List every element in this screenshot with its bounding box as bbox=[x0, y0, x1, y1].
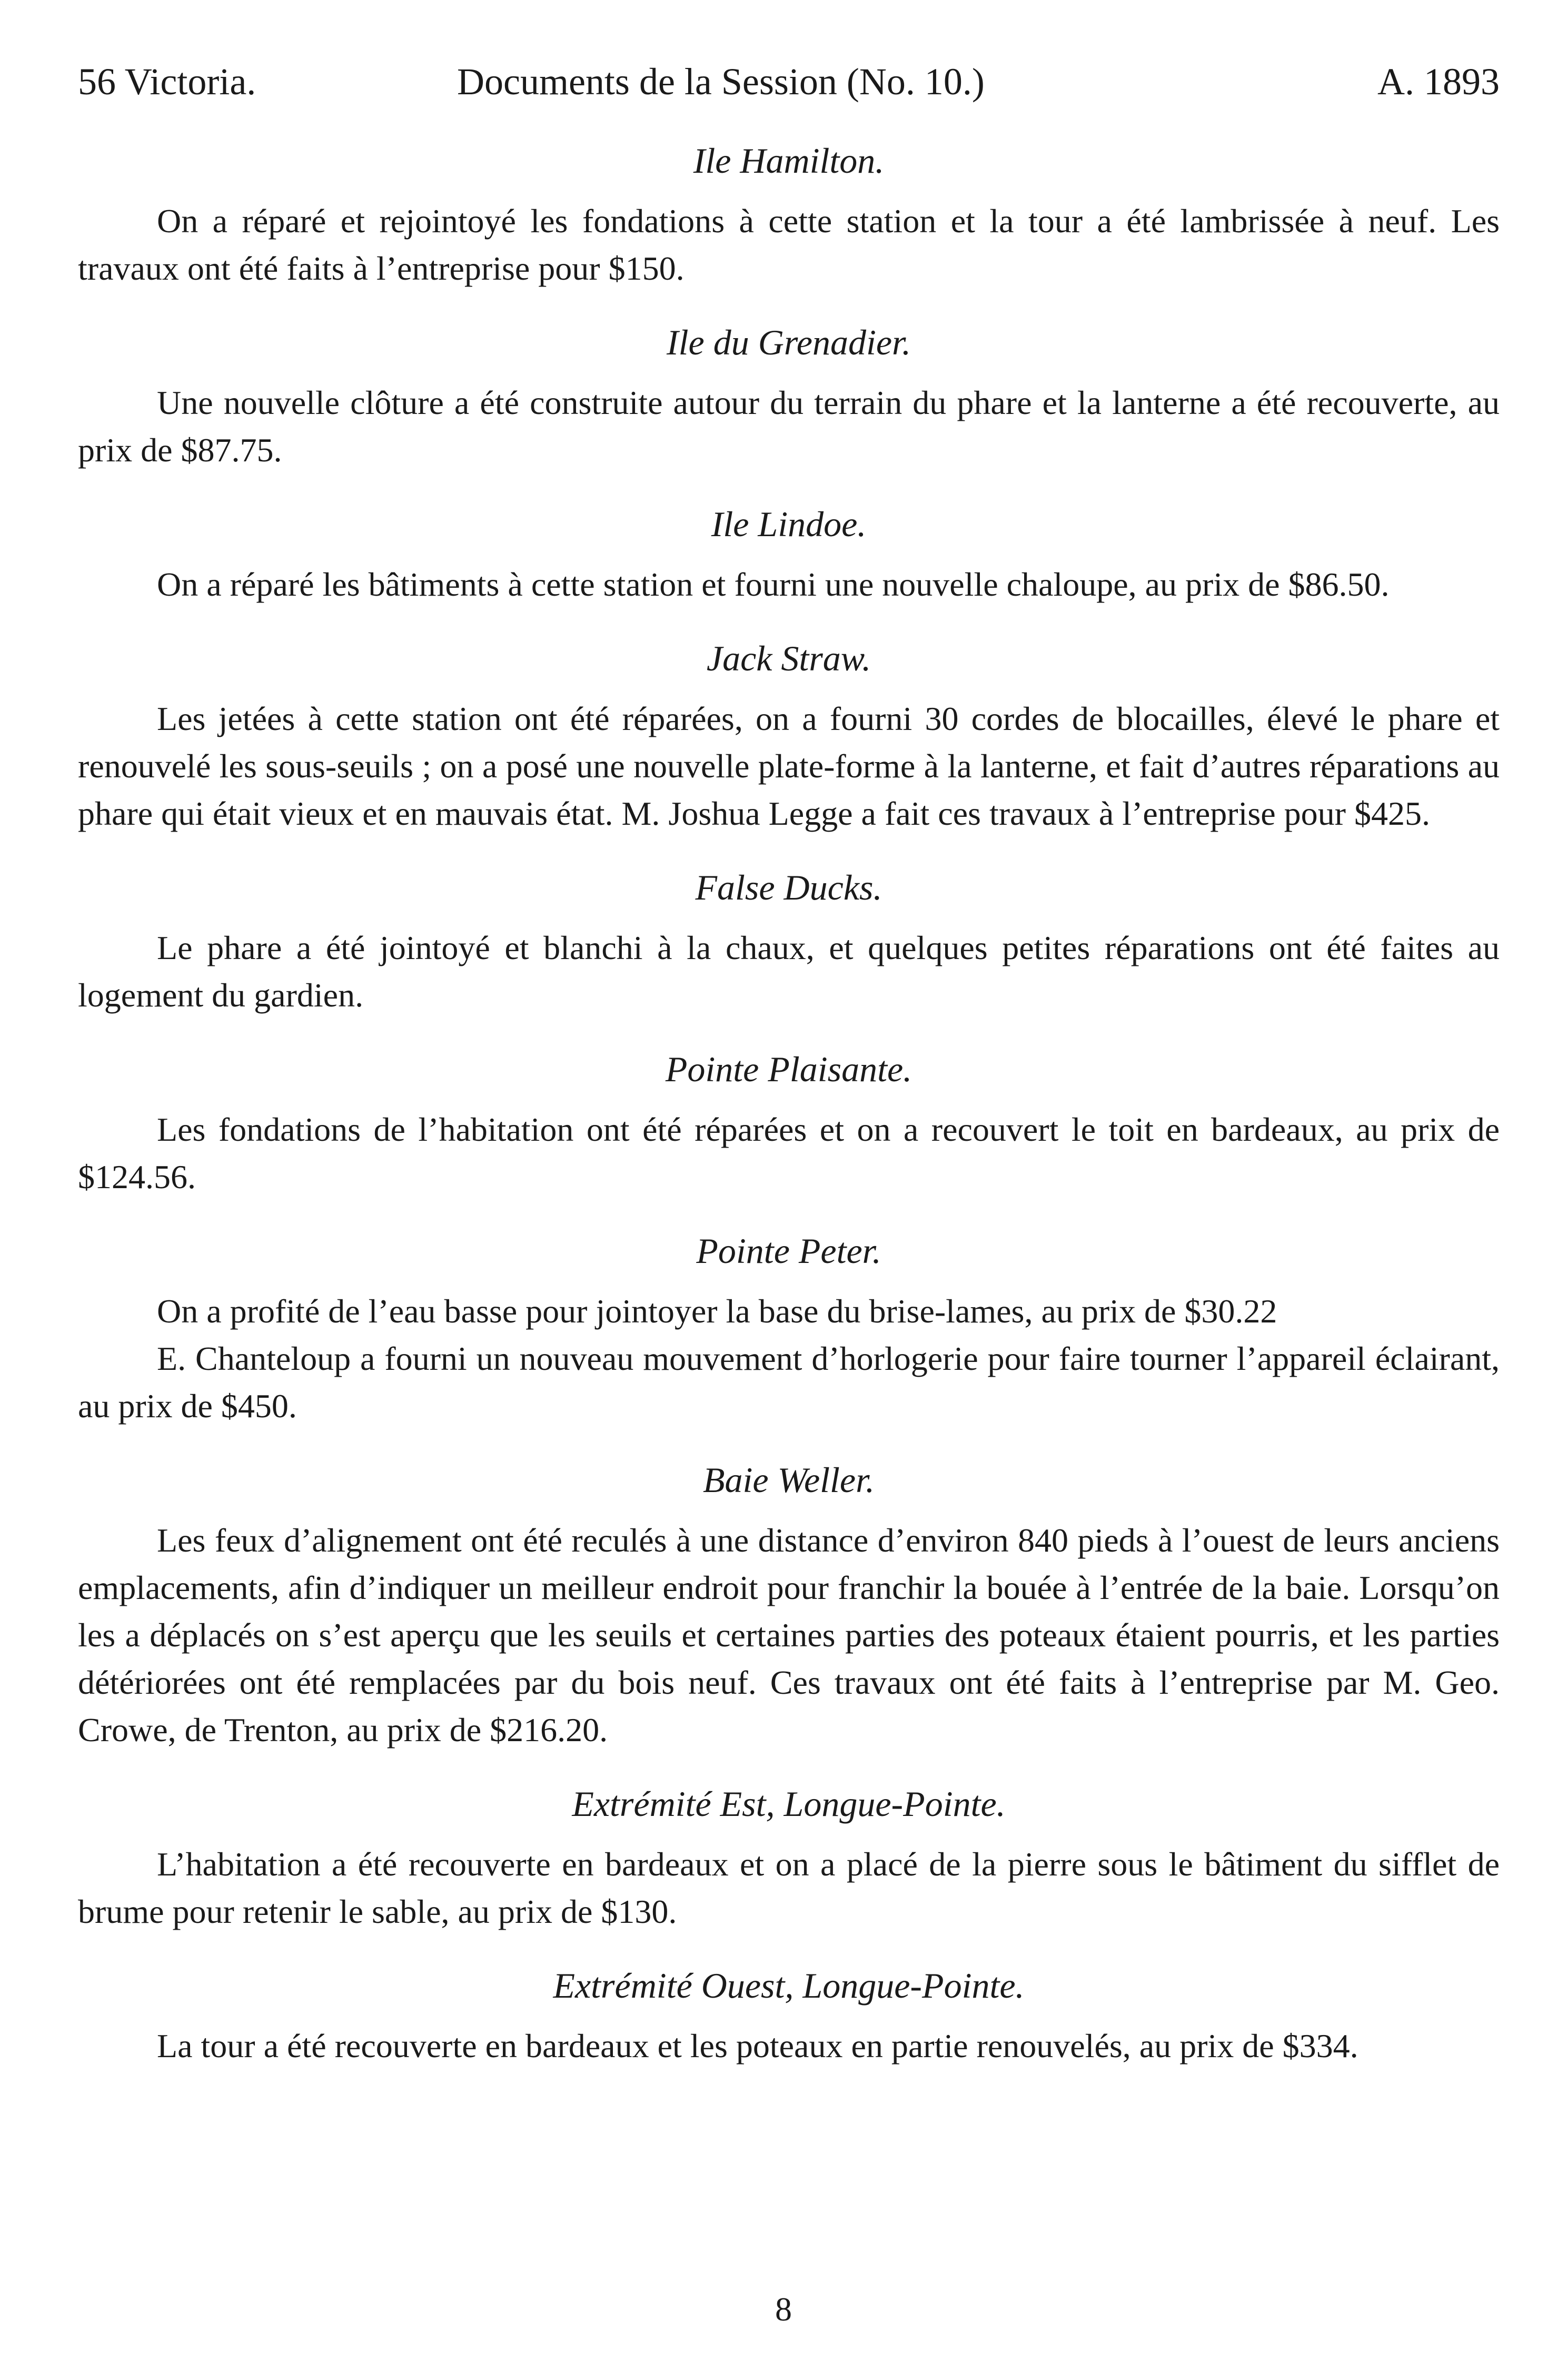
header-year: A. 1893 bbox=[1377, 61, 1500, 103]
page-number: 8 bbox=[775, 2290, 792, 2328]
header-title: Documents de la Session (No. 10.) bbox=[457, 61, 985, 103]
section-extremite-est bbox=[78, 1780, 1500, 1935]
paragraph: On a réparé les bâtiments à cette station et fourni une nouvelle chaloupe, au prix de $86.50. bbox=[157, 566, 1390, 603]
section-heading: Ile Hamilton. bbox=[693, 141, 885, 181]
paragraph: Les feux d’alignement ont été reculés à une distance d’environ 840 pieds à l’ouest de leurs anciens emplacements, afin d’indiquer un meilleur endroit pour franchir la bouée à l’entrée de la baie. Lorsqu’on les a déplacés on s’est aperçu que les seuils et certaines parties des poteaux étaient pourris, et les parties détériorées ont été remplacées par du bois neuf. Ces travaux ont été faits à l’entreprise par M. Geo. Crowe, de Trenton, au prix de $216.20. bbox=[78, 1522, 1500, 1749]
paragraph: Une nouvelle clôture a été construite autour du terrain du phare et la lanterne a été recouverte, au prix de $87.75. bbox=[78, 384, 1500, 469]
section-heading: Ile Lindoe. bbox=[711, 504, 867, 544]
paragraph: On a profité de l’eau basse pour jointoyer la base du brise-lames, au prix de $30.22 bbox=[157, 1292, 1277, 1330]
section-heading: Pointe Plaisante. bbox=[665, 1049, 913, 1089]
paragraph: L’habitation a été recouverte en bardeaux et on a placé de la pierre sous le bâtiment du sifflet de brume pour retenir le sable, au prix de $130. bbox=[78, 1845, 1500, 1930]
section-heading: Pointe Peter. bbox=[696, 1231, 881, 1271]
document-page bbox=[78, 53, 1500, 2070]
section-ile-du-grenadier bbox=[78, 319, 1500, 474]
section-heading: Extrémité Est, Longue-Pointe. bbox=[572, 1784, 1006, 1824]
section-heading: Baie Weller. bbox=[702, 1460, 875, 1500]
paragraph: Les jetées à cette station ont été réparées, on a fourni 30 cordes de blocailles, élevé le phare et renouvelé les sous-seuils ; on a posé une nouvelle plate-forme à la lanterne, et fait d’autres réparations au phare qui était vieux et en mauvais état. M. Joshua Legge a fait ces travaux à l’entreprise pour $425. bbox=[78, 700, 1500, 832]
paragraph: On a réparé et rejointoyé les fondations à cette station et la tour a été lambrissée à neuf. Les travaux ont été faits à l’entreprise pour $150. bbox=[78, 202, 1500, 287]
section-jack-straw bbox=[78, 635, 1500, 837]
section-pointe-plaisante bbox=[78, 1045, 1500, 1201]
paragraph: La tour a été recouverte en bardeaux et les poteaux en partie renouvelés, au prix de $334. bbox=[157, 2027, 1358, 2065]
header-volume: 56 Victoria. bbox=[78, 61, 256, 103]
paragraph: E. Chanteloup a fourni un nouveau mouvement d’horlogerie pour faire tourner l’appareil éclairant, au prix de $450. bbox=[78, 1340, 1500, 1425]
section-heading: False Ducks. bbox=[695, 867, 882, 907]
section-baie-weller bbox=[78, 1456, 1500, 1754]
section-extremite-ouest bbox=[78, 1962, 1500, 2070]
section-ile-lindoe bbox=[78, 500, 1500, 608]
section-ile-hamilton bbox=[78, 137, 1500, 292]
paragraph: Le phare a été jointoyé et blanchi à la chaux, et quelques petites réparations ont été faites au logement du gardien. bbox=[78, 929, 1500, 1014]
section-heading: Ile du Grenadier. bbox=[667, 322, 911, 362]
section-heading: Extrémité Ouest, Longue-Pointe. bbox=[553, 1966, 1025, 2006]
section-false-ducks bbox=[78, 864, 1500, 1019]
section-pointe-peter bbox=[78, 1227, 1500, 1430]
section-heading: Jack Straw. bbox=[706, 638, 871, 678]
running-head bbox=[78, 53, 1500, 111]
paragraph: Les fondations de l’habitation ont été réparées et on a recouvert le toit en bardeaux, au prix de $124.56. bbox=[78, 1111, 1500, 1196]
